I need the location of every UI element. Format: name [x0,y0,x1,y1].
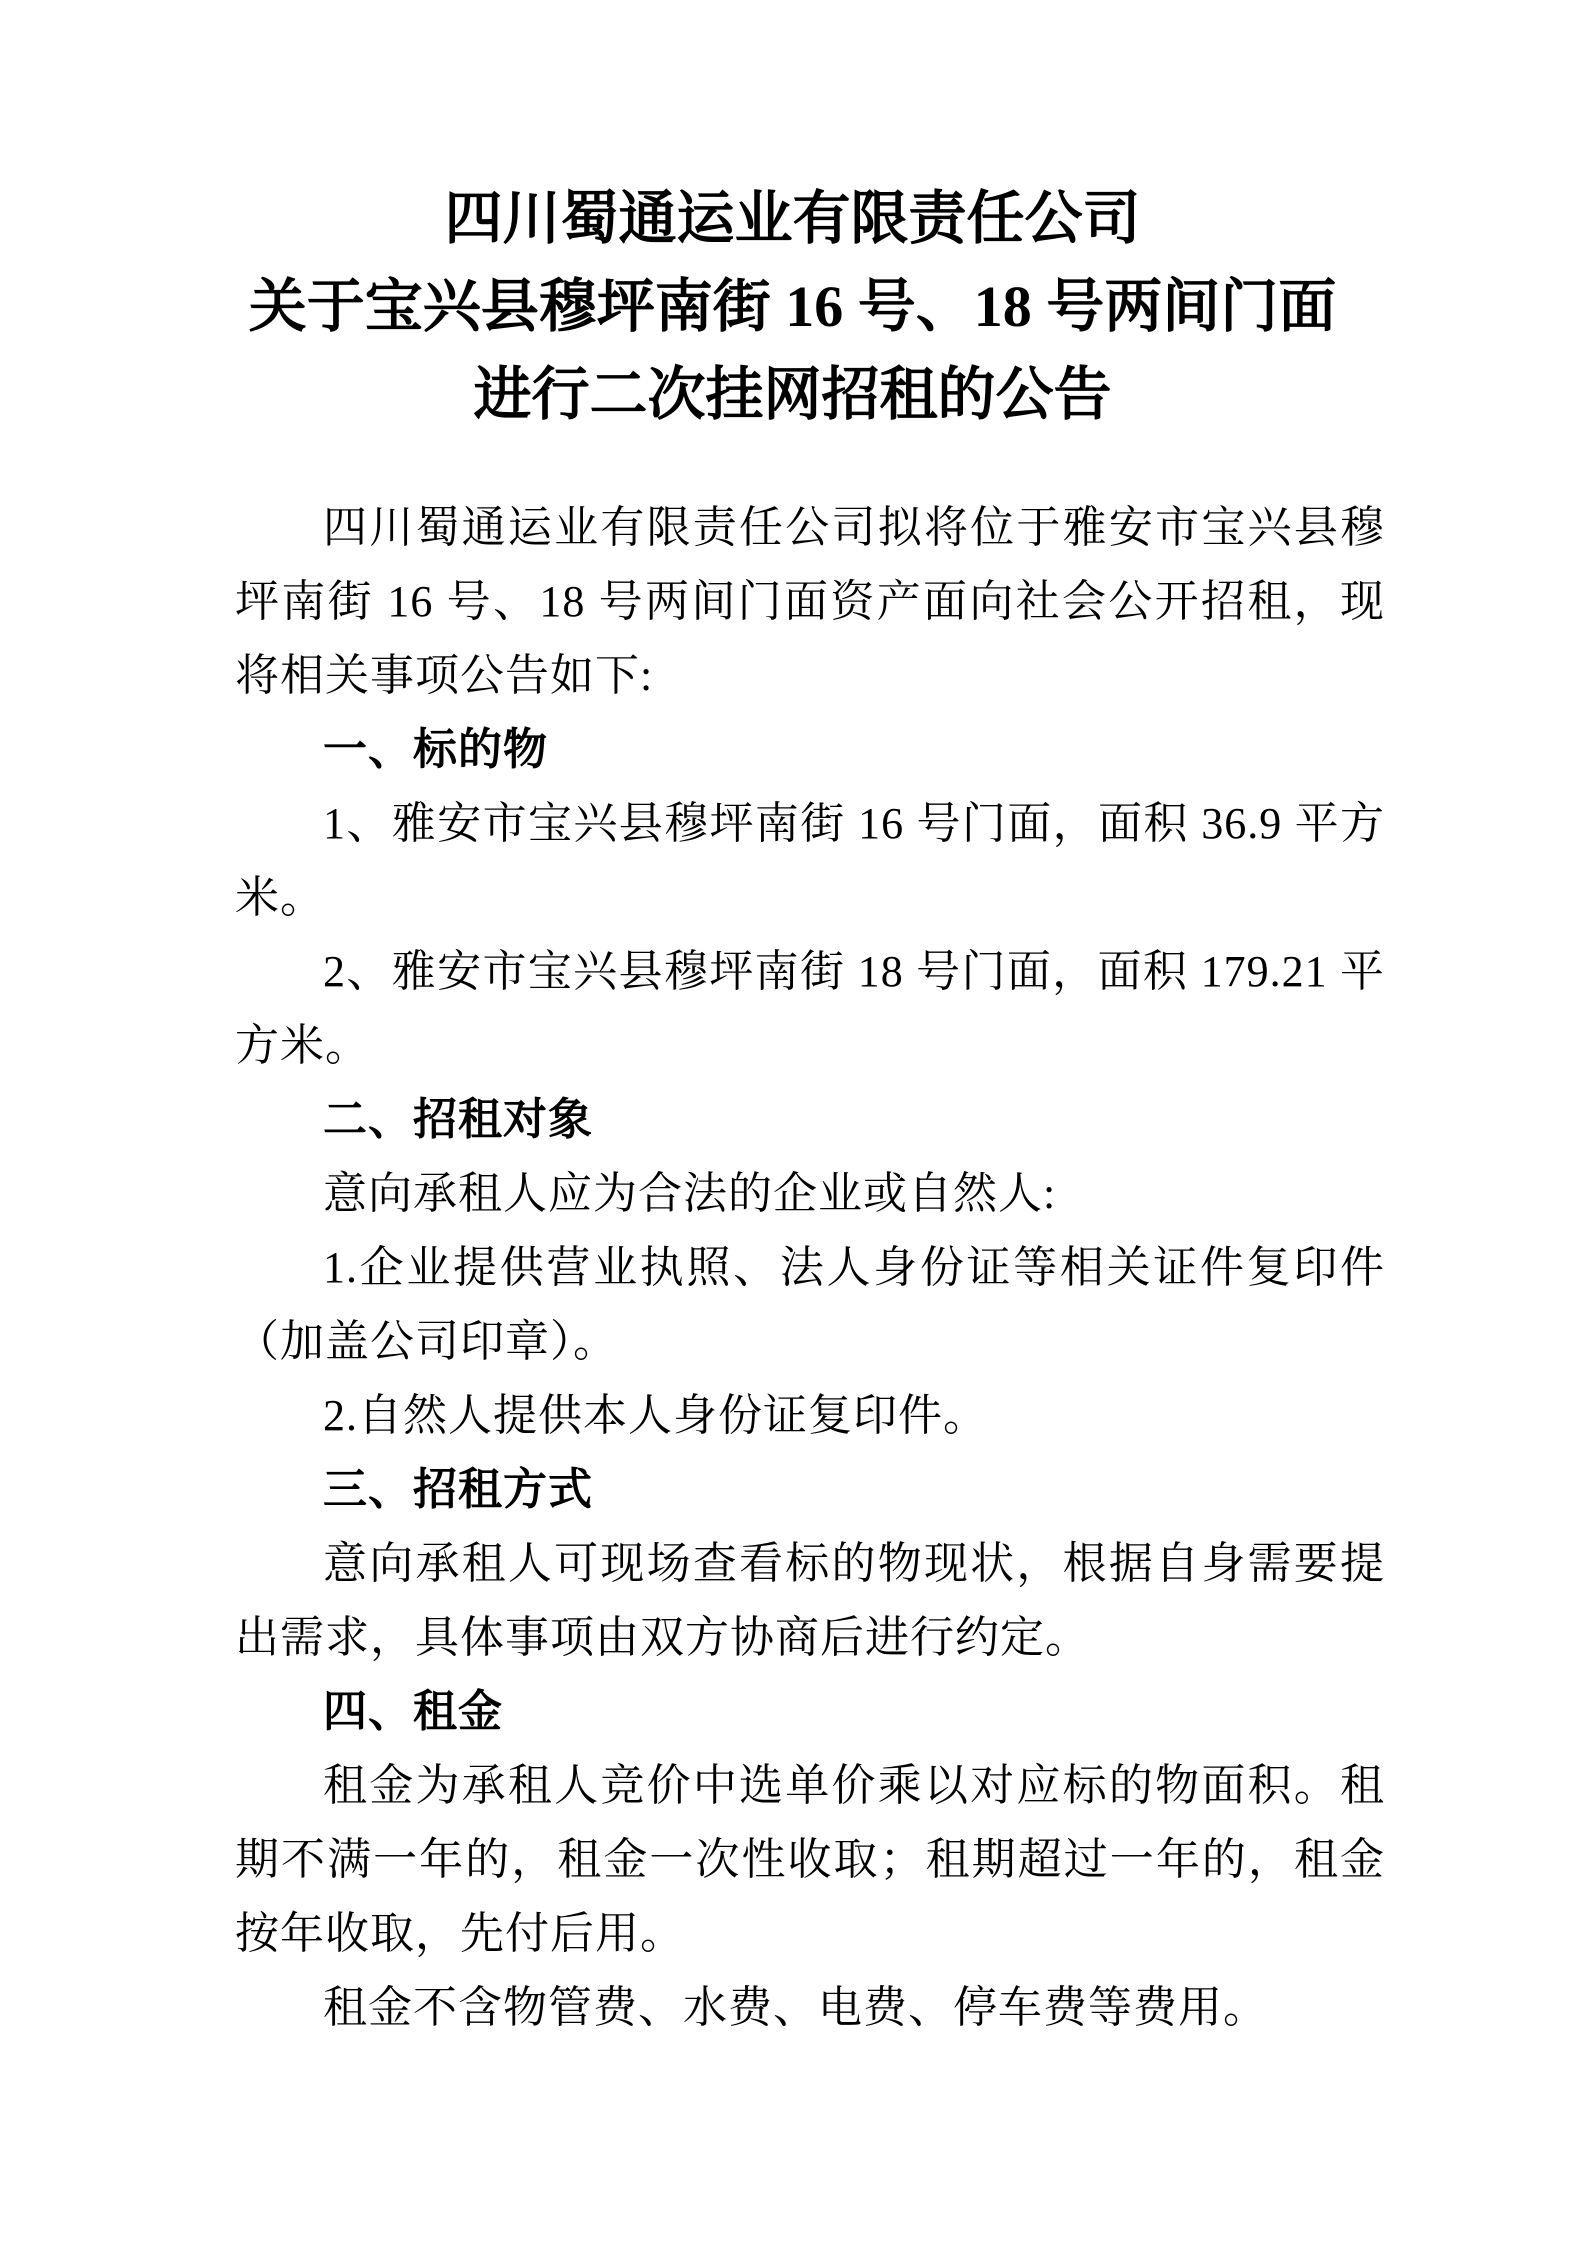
document-title-line-2: 关于宝兴县穆坪南街 16 号、18 号两间门面 [248,274,1337,339]
body-paragraph-6: 2.自然人提供本人身份证复印件。 [323,1391,988,1440]
body-paragraph-7: 意向承租人可现场查看标的物现状，根据自身需要提出需求，具体事项由双方协商后进行约定。 [235,1539,1385,1662]
document-body [235,491,1385,2045]
body-paragraph-2: 1、雅安市宝兴县穆坪南街 16 号门面，面积 36.9 平方米。 [235,799,1385,922]
body-paragraph-8: 租金为承租人竞价中选单价乘以对应标的物面积。租期不满一年的，租金一次性收取；租期超过一年的，租金按年收取，先付后用。 [235,1761,1385,1958]
section-heading-2: 二、招租对象 [323,1095,593,1144]
document-title-line-3: 进行二次挂网招租的公告 [473,362,1112,427]
body-paragraph-3: 2、雅安市宝兴县穆坪南街 18 号门面，面积 179.21 平方米。 [235,947,1385,1070]
body-paragraph-5: 1.企业提供营业执照、法人身份证等相关证件复印件（加盖公司印章）。 [235,1243,1385,1366]
section-heading-3: 三、招租方式 [323,1465,593,1514]
body-paragraph-4: 意向承租人应为合法的企业或自然人: [323,1169,1057,1218]
body-paragraph-9: 租金不含物管费、水费、电费、停车费等费用。 [323,1983,1268,2032]
section-heading-1: 一、标的物 [323,725,548,774]
document-title-line-1: 四川蜀通运业有限责任公司 [444,186,1141,251]
section-heading-4: 四、租金 [323,1687,503,1736]
body-paragraph-1: 四川蜀通运业有限责任公司拟将位于雅安市宝兴县穆坪南街 16 号、18 号两间门面资产面向社会公开招租，现将相关事项公告如下: [235,503,1385,700]
document-title [200,175,1385,439]
